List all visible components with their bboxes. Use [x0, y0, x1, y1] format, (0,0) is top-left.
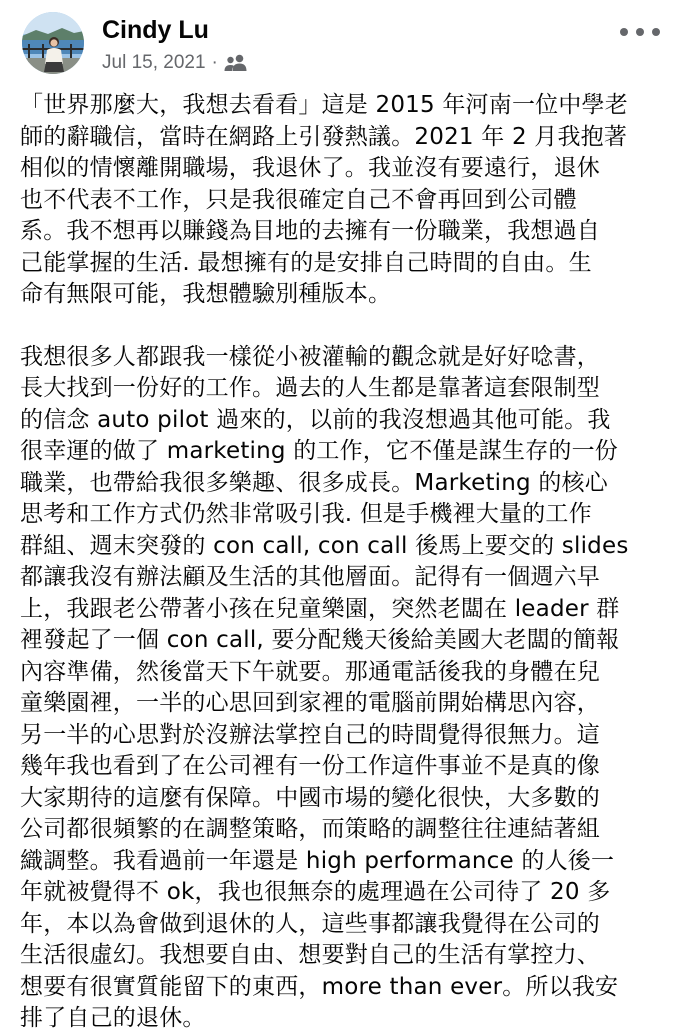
post-paragraph: 「世界那麼大，我想去看看」這是 2015 年河南一位中學老 師的辭職信，當時在網路上引發熱議。2021 年 2 月我抱著 相似的情懷離開職場，我退休了。我並沒有要遠行，退休 也不代表不工作，只是我很確定自己不會再回到公司體 系。我不想再以賺錢為目地的去擁有一份職業，我想過自 己能掌握的生活. 最想擁有的是安排自己時間的自由。生 命有無限可能，我想體驗別種版本。	[20, 92, 628, 307]
post-meta	[102, 50, 248, 76]
post-date[interactable]: Jul 15, 2021	[102, 52, 206, 73]
friends-icon[interactable]	[224, 54, 248, 72]
author-name[interactable]: Cindy Lu	[102, 16, 209, 44]
more-options-icon[interactable]	[620, 20, 660, 44]
post-header	[22, 10, 660, 76]
meta-separator: ·	[211, 52, 218, 73]
post-paragraph: 我想很多人都跟我一樣從小被灌輸的觀念就是好好唸書， 長大找到一份好的工作。過去的人生都是靠著這套限制型 的信念 auto pilot 過來的，以前的我沒想過其他可能。我 很幸運的做了 marketing 的工作，它不僅是謀生存的一份 職業，也帶給我很多樂趣、很多成長。Marketing 的核心 思考和工作方式仍然非常吸引我. 但是手機裡大量的工作 群組、週末突發的 con call, con call 後馬上要交的 slides 都讓我沒有辦法顧及生活的其他層面。記得有一個週六早 上，我跟老公帶著小孩在兒童樂園，突然老闆在 leader 群 裡發起了一個 con call, 要分配幾天後給美國大老闆的簡報 內容準備，然後當天下午就要。那通電話後我的身體在兒 童樂園裡，一半的心思回到家裡的電腦前開始構思內容， 另一半的心思對於沒辦法掌控自己的時間覺得很無力。這 幾年我也看到了在公司裡有一份工作這件事並不是真的像 大家期待的這麼有保障。中國市場的變化很快，大多數的 公司都很頻繁的在調整策略，而策略的調整往往連結著組 織調整。我看過前一年還是 high performance 的人後一 年就被覺得不 ok，我也很無奈的處理過在公司待了 20 多 年，本以為會做到退休的人，這些事都讓我覺得在公司的 生活很虛幻。我想要自由、想要對自己的生活有掌控力、 想要有很實質能留下的東西，more than ever。所以我安 排了自己的退休。	[20, 343, 629, 1031]
post-body	[20, 90, 672, 1035]
avatar-photo	[22, 12, 84, 74]
avatar[interactable]	[22, 12, 84, 74]
